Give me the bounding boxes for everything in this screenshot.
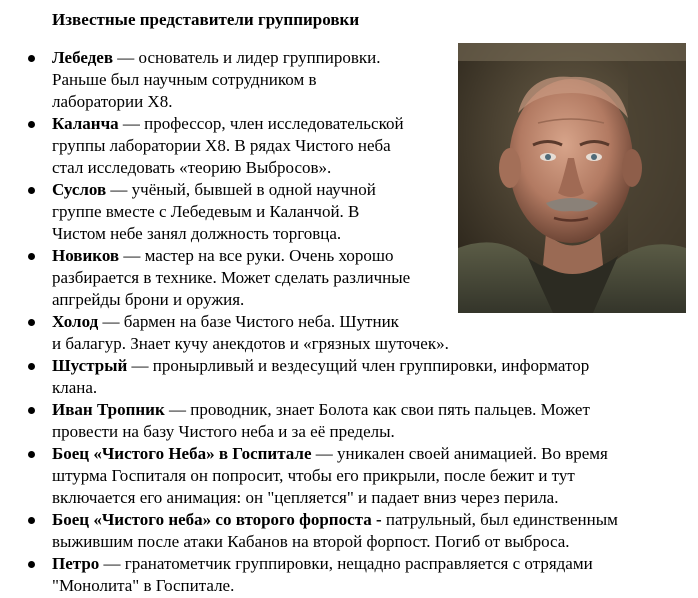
- member-list-item: [0, 245, 698, 311]
- member-list-item: [0, 47, 698, 113]
- member-description-text: патрульный, был единственным: [381, 510, 618, 529]
- bullet-icon: [28, 363, 35, 370]
- bullet-icon: [28, 407, 35, 414]
- member-name: Суслов: [52, 180, 107, 199]
- member-description-line: [52, 47, 698, 69]
- member-description-text: "Монолита" в Госпитале.: [52, 576, 235, 595]
- member-description-line: [52, 113, 698, 135]
- member-description-line: [52, 311, 698, 333]
- member-list-item: [0, 179, 698, 245]
- member-name: Боец «Чистого неба» со второго форпоста -: [52, 510, 382, 529]
- member-description-text: Раньше был научным сотрудником в: [52, 70, 317, 89]
- member-name: Иван Тропник: [52, 400, 165, 419]
- bullet-icon: [28, 517, 35, 524]
- member-description-line: [52, 355, 698, 377]
- member-description-text: — гранатометчик группировки, нещадно расправляется с отрядами: [99, 554, 593, 573]
- member-description-text: — профессор, член исследовательской: [118, 114, 404, 133]
- member-description-text: группе вместе с Лебедевым и Каланчой. В: [52, 202, 360, 221]
- member-description-text: клана.: [52, 378, 98, 397]
- bullet-icon: [28, 55, 35, 62]
- member-description-line: [52, 377, 698, 399]
- member-description-text: — уникален своей анимацией. Во время: [311, 444, 608, 463]
- member-description-line: [52, 91, 698, 113]
- member-name: Шустрый: [52, 356, 128, 375]
- member-description-text: провести на базу Чистого неба и за её пределы.: [52, 422, 395, 441]
- member-description-line: [52, 531, 698, 553]
- member-description-line: [52, 487, 698, 509]
- member-list-item: [0, 311, 698, 355]
- member-name: Каланча: [52, 114, 119, 133]
- member-description-text: разбирается в технике. Может сделать различные: [52, 268, 411, 287]
- bullet-icon: [28, 319, 35, 326]
- member-description-line: [52, 69, 698, 91]
- bullet-icon: [28, 187, 35, 194]
- member-description-line: [52, 465, 698, 487]
- member-description-text: — основатель и лидер группировки.: [113, 48, 381, 67]
- member-description-text: штурма Госпиталя он попросит, чтобы его прикрыли, после бежит и тут: [52, 466, 575, 485]
- member-description-text: — проводник, знает Болота как свои пять пальцев. Может: [164, 400, 590, 419]
- member-description-line: [52, 201, 698, 223]
- member-description-line: [52, 443, 698, 465]
- bullet-icon: [28, 121, 35, 128]
- member-description-line: [52, 223, 698, 245]
- member-name: Лебедев: [52, 48, 114, 67]
- member-description-line: [52, 333, 698, 355]
- member-list-item: [0, 443, 698, 509]
- member-list-item: [0, 553, 698, 597]
- member-description-text: группы лаборатории Х8. В рядах Чистого неба: [52, 136, 391, 155]
- member-description-text: — пронырливый и вездесущий член группировки, информатор: [127, 356, 590, 375]
- member-list-item: [0, 113, 698, 179]
- member-description-text: — бармен на базе Чистого неба. Шутник: [98, 312, 399, 331]
- member-description-text: лаборатории Х8.: [52, 92, 173, 111]
- page-title: Известные представители группировки: [52, 10, 360, 29]
- member-description-line: [52, 245, 698, 267]
- member-description-text: стал исследовать «теорию Выбросов».: [52, 158, 332, 177]
- bullet-icon: [28, 561, 35, 568]
- member-name: Новиков: [52, 246, 120, 265]
- member-description-line: [52, 399, 698, 421]
- member-description-line: [52, 135, 698, 157]
- member-description-text: — мастер на все руки. Очень хорошо: [119, 246, 394, 265]
- member-description-text: включается его анимация: он "цепляется" и падает вниз через перила.: [52, 488, 559, 507]
- member-description-line: [52, 575, 698, 597]
- member-name: Холод: [52, 312, 99, 331]
- bullet-icon: [28, 451, 35, 458]
- member-list-item: [0, 399, 698, 443]
- member-description-text: апгрейды брони и оружия.: [52, 290, 245, 309]
- member-description-text: — учёный, бывшей в одной научной: [106, 180, 376, 199]
- member-list-item: [0, 355, 698, 399]
- member-name: Боец «Чистого Неба» в Госпитале: [52, 444, 312, 463]
- member-description-text: выжившим после атаки Кабанов на второй форпост. Погиб от выброса.: [52, 532, 570, 551]
- members-list: [0, 47, 698, 597]
- member-description-line: [52, 421, 698, 443]
- member-description-line: [52, 289, 698, 311]
- member-description-line: [52, 509, 698, 531]
- member-list-item: [0, 509, 698, 553]
- member-description-line: [52, 267, 698, 289]
- member-description-line: [52, 553, 698, 575]
- member-name: Петро: [52, 554, 100, 573]
- member-description-text: и балагур. Знает кучу анекдотов и «грязных шуточек».: [52, 334, 449, 353]
- member-description-text: Чистом небе занял должность торговца.: [52, 224, 342, 243]
- member-description-line: [52, 157, 698, 179]
- member-description-line: [52, 179, 698, 201]
- bullet-icon: [28, 253, 35, 260]
